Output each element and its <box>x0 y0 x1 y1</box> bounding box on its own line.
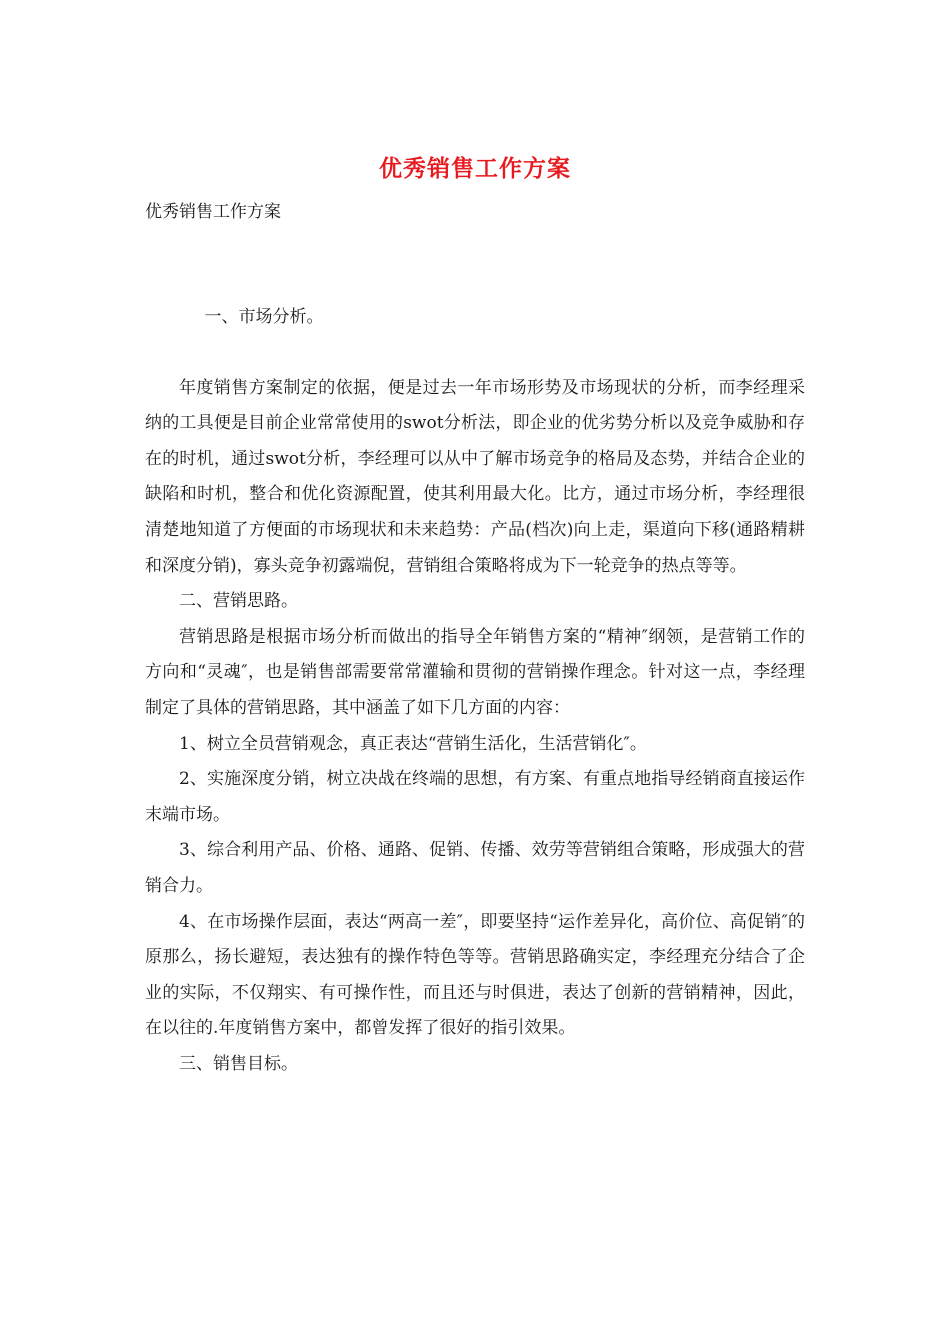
document-body <box>145 300 805 1082</box>
paragraph-spacer <box>145 336 805 371</box>
document-title: 优秀销售工作方案 <box>379 155 571 182</box>
list-item-2: 2、实施深度分销，树立决战在终端的思想，有方案、有重点地指导经销商直接运作末端市场。 <box>145 769 805 825</box>
section-heading-sales-target: 三、销售目标。 <box>179 1053 298 1074</box>
list-item-4: 4、在市场操作层面，表达“两高一差″，即要坚持“运作差异化，高价位、高促销″的原那么，扬长避短，表达独有的操作特色等等。营销思路确实定，李经理充分结合了企业的实际，不仅翔实、有可操作性，而且还与时俱进，表达了创新的营销精神，因此，在以往的.年度销售方案中，都曾发挥了很好的指引效果。 <box>145 911 805 1039</box>
section-heading-market-analysis: 一、市场分析。 <box>204 307 324 327</box>
list-item-1: 1、树立全员营销观念，真正表达“营销生活化，生活营销化″。 <box>179 733 647 754</box>
document-subtitle: 优秀销售工作方案 <box>145 202 281 222</box>
section-heading-marketing-ideas: 二、营销思路。 <box>179 591 298 612</box>
paragraph-marketing-ideas: 营销思路是根据市场分析而做出的指导全年销售方案的“精神″纲领，是营销工作的方向和“灵魂″，也是销售部需要常常灌输和贯彻的营销操作理念。针对这一点，李经理制定了具体的营销思路，其中涵盖了如下几方面的内容： <box>145 626 805 718</box>
list-item-3: 3、综合利用产品、价格、通路、促销、传播、效劳等营销组合策略，形成强大的营销合力。 <box>145 840 805 896</box>
paragraph-market-analysis: 年度销售方案制定的依据，便是过去一年市场形势及市场现状的分析，而李经理采纳的工具便是目前企业常常使用的swot分析法，即企业的优劣势分析以及竞争威胁和存在的时机，通过swot分析，李经理可以从中了解市场竞争的格局及态势，并结合企业的缺陷和时机，整合和优化资源配置，使其利用最大化。比方，通过市场分析，李经理很清楚地知道了方便面的市场现状和未来趋势：产品(档次)向上走，渠道向下移(通路精耕和深度分销)，寡头竞争初露端倪，营销组合策略将成为下一轮竞争的热点等等。 <box>145 377 805 576</box>
